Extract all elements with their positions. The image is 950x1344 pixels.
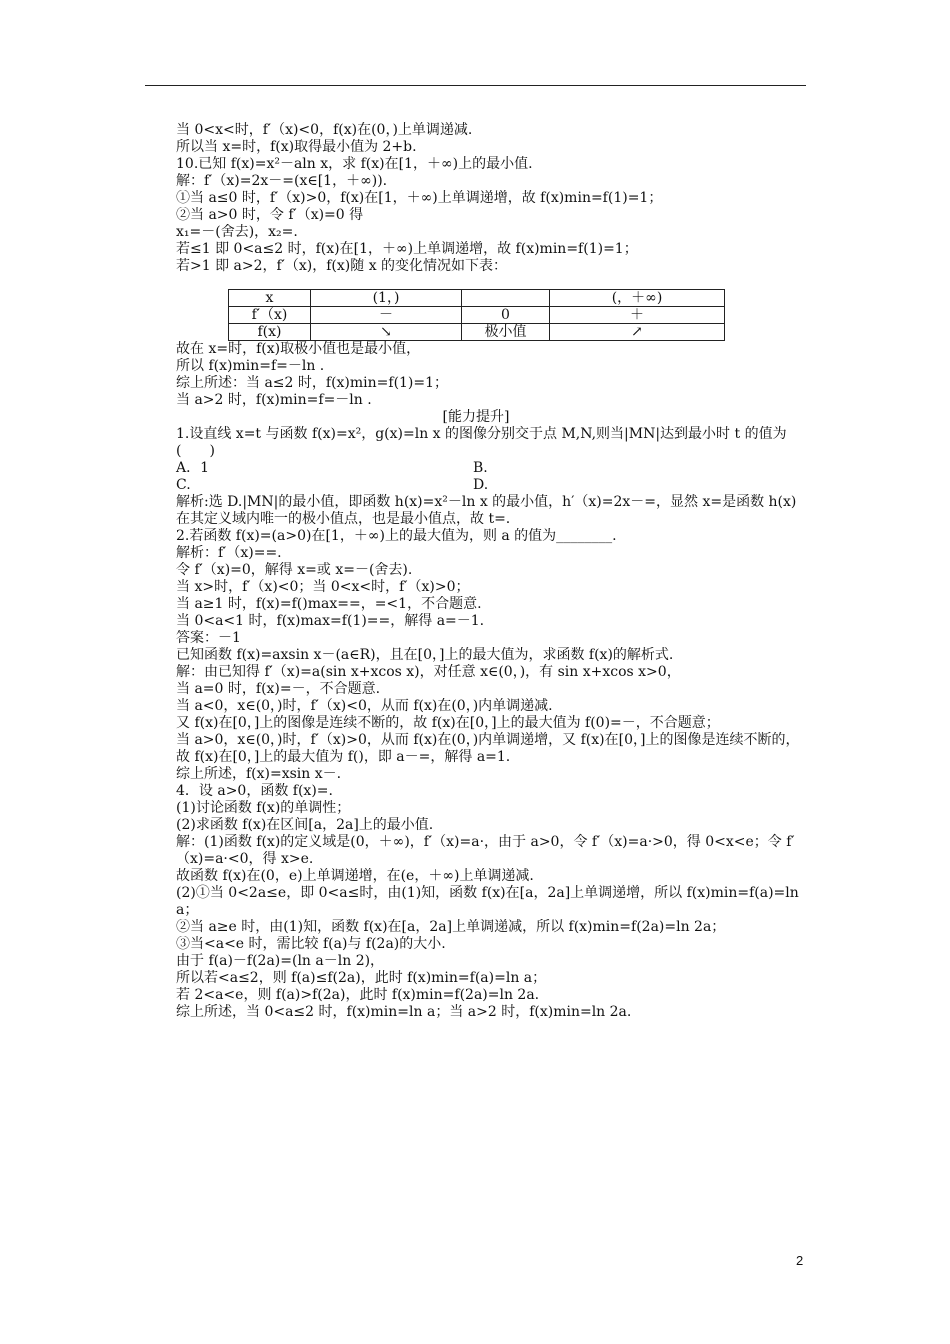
text-line: 2.若函数 f(x)=(a>0)在[1，＋∞)上的最大值为，则 a 的值为________. xyxy=(176,528,617,544)
text-line: 解：f′（x)=2x－=(x∈[1，＋∞)). xyxy=(176,173,388,189)
table-cell: ＋ xyxy=(550,307,725,324)
text-line: 由于 f(a)－f(2a)=(ln a－ln 2)， xyxy=(176,953,385,969)
text-line: ①当 a≤0 时，f′（x)>0，f(x)在[1，＋∞)上单调递增，故 f(x)min=f(1)=1； xyxy=(176,190,663,206)
question-1-analysis: 解析:选 D.|MN|的最小值，即函数 h(x)=x²－ln x 的最小值，h′（x)=2x－=，显然 x=是函数 h(x)在其定义域内唯一的极小值点，也是最小值点，故 t=. xyxy=(176,494,797,527)
text-line: 当 a<0，x∈(0，)时，f′（x)<0，从而 f(x)在(0，)内单调递减. xyxy=(176,698,553,714)
text-line: 当 0<a<1 时，f(x)max=f(1)==，解得 a=－1. xyxy=(176,613,485,629)
table-cell: (1，) xyxy=(311,290,462,307)
text-line: 若≤1 即 0<a≤2 时，f(x)在[1，＋∞)上单调递增，故 f(x)min=f(1)=1； xyxy=(176,241,638,257)
question-1-stem: 1.设直线 x=t 与函数 f(x)=x²，g(x)=ln x 的图像分别交于点 M,N,则当|MN|达到最小时 t 的值为( ) xyxy=(176,426,787,459)
text-line: 综上所述，当 0<a≤2 时，f(x)min=ln a；当 a>2 时，f(x)min=ln 2a. xyxy=(176,1004,632,1020)
table-cell xyxy=(462,290,550,307)
table-row xyxy=(229,290,725,307)
text-line: 解析：f′（x)==. xyxy=(176,545,282,561)
text-line: ②当 a>0 时，令 f′（x)=0 得 xyxy=(176,207,364,223)
table-cell: f′（x) xyxy=(229,307,311,324)
table-cell: 极小值 xyxy=(462,324,550,341)
table-row xyxy=(229,324,725,341)
table-cell: ↘ xyxy=(311,324,462,341)
text-line: 综上所述，f(x)=xsin x－. xyxy=(176,766,342,782)
paragraph: 又 f(x)在[0，]上的图像是连续不断的，故 f(x)在[0，]上的最大值为 f(0)=－，不合题意； xyxy=(176,715,720,731)
text-line: 所以 f(x)min=f=－ln . xyxy=(176,358,325,374)
option-d: D. xyxy=(473,477,489,493)
text-line: 当 a≥1 时，f(x)=f()max==，=<1，不合题意. xyxy=(176,596,482,612)
option-a: A．1 xyxy=(176,460,210,476)
text-line: 若 2<a<e，则 f(a)>f(2a)，此时 f(x)min=f(2a)=ln 2a. xyxy=(176,987,540,1003)
table-cell: 0 xyxy=(462,307,550,324)
option-c: C. xyxy=(176,477,191,493)
text-line: 综上所述：当 a≤2 时，f(x)min=f(1)=1； xyxy=(176,375,449,391)
header-rule xyxy=(145,85,806,86)
options-row xyxy=(145,477,807,494)
text-line: 当 0<x<时，f′（x)<0，f(x)在(0，)上单调递减. xyxy=(176,122,473,138)
table-cell: － xyxy=(311,307,462,324)
text-line: 故函数 f(x)在(0，e)上单调递增，在(e，＋∞)上单调递减. xyxy=(176,868,534,884)
options-row xyxy=(145,460,807,477)
text-line: 当 a=0 时，f(x)=－，不合题意. xyxy=(176,681,381,697)
text-line: 当 a>2 时，f(x)min=f=－ln . xyxy=(176,392,372,408)
page-content xyxy=(145,122,807,1021)
text-line: 若>1 即 a>2，f′（x)，f(x)随 x 的变化情况如下表： xyxy=(176,258,508,274)
text-line: 解：由已知得 f′（x)=a(sin x+xcos x)，对任意 x∈(0，)，有 sin x+xcos x>0， xyxy=(176,664,681,680)
text-line: ②当 a≥e 时，由(1)知，函数 f(x)在[a，2a]上单调递减，所以 f(x)min=f(2a)=ln 2a； xyxy=(176,919,726,935)
text-line: 所以当 x=时，f(x)取得最小值为 2+b. xyxy=(176,139,417,155)
text-line: 所以若<a≤2，则 f(a)≤f(2a)，此时 f(x)min=f(a)=ln a； xyxy=(176,970,547,986)
paragraph: 解：(1)函数 f(x)的定义域是(0，＋∞)，f′（x)=a·，由于 a>0，令 f′（x)=a·>0，得 0<x<e；令 f′（x)=a·<0，得 x>e. xyxy=(176,834,795,867)
table-row xyxy=(229,307,725,324)
option-b: B. xyxy=(473,460,488,476)
text-line: ③当<a<e 时，需比较 f(a)与 f(2a)的大小. xyxy=(176,936,446,952)
table-cell: (，＋∞) xyxy=(550,290,725,307)
text-line: 故在 x=时，f(x)取极小值也是最小值， xyxy=(176,341,421,357)
text-line: 当 x>时，f′（x)<0；当 0<x<时，f′（x)>0； xyxy=(176,579,470,595)
paragraph: 当 a>0，x∈(0，)时，f′（x)>0，从而 f(x)在(0，)内单调递增，又 f(x)在[0，]上的图像是连续不断的，故 f(x)在[0，]上的最大值为 f()，即 a－=，解得 a=1. xyxy=(176,732,800,765)
paragraph: (2)①当 0<2a≤e，即 0<a≤时，由(1)知，函数 f(x)在[a，2a]上单调递增，所以 f(x)min=f(a)=ln a； xyxy=(176,885,799,918)
text-line: x₁=－(舍去)，x₂=. xyxy=(176,224,298,240)
text-line: 10.已知 f(x)=x²－aln x，求 f(x)在[1，＋∞)上的最小值. xyxy=(176,156,533,172)
text-line: 令 f′（x)=0，解得 x=或 x=－(舍去). xyxy=(176,562,413,578)
text-line: 已知函数 f(x)=axsin x－(a∈R)，且在[0，]上的最大值为，求函数 f(x)的解析式. xyxy=(176,647,674,663)
table-cell: x xyxy=(229,290,311,307)
text-line: 4．设 a>0，函数 f(x)=. xyxy=(176,783,333,799)
table-cell: f(x) xyxy=(229,324,311,341)
text-line: (1)讨论函数 f(x)的单调性； xyxy=(176,800,351,816)
section-title: [能力提升] xyxy=(442,409,510,425)
page-number: 2 xyxy=(796,1253,804,1268)
text-line: 答案：－1 xyxy=(176,630,241,646)
text-line: (2)求函数 f(x)在区间[a，2a]上的最小值. xyxy=(176,817,434,833)
variation-table xyxy=(228,289,725,341)
table-cell: ↗ xyxy=(550,324,725,341)
